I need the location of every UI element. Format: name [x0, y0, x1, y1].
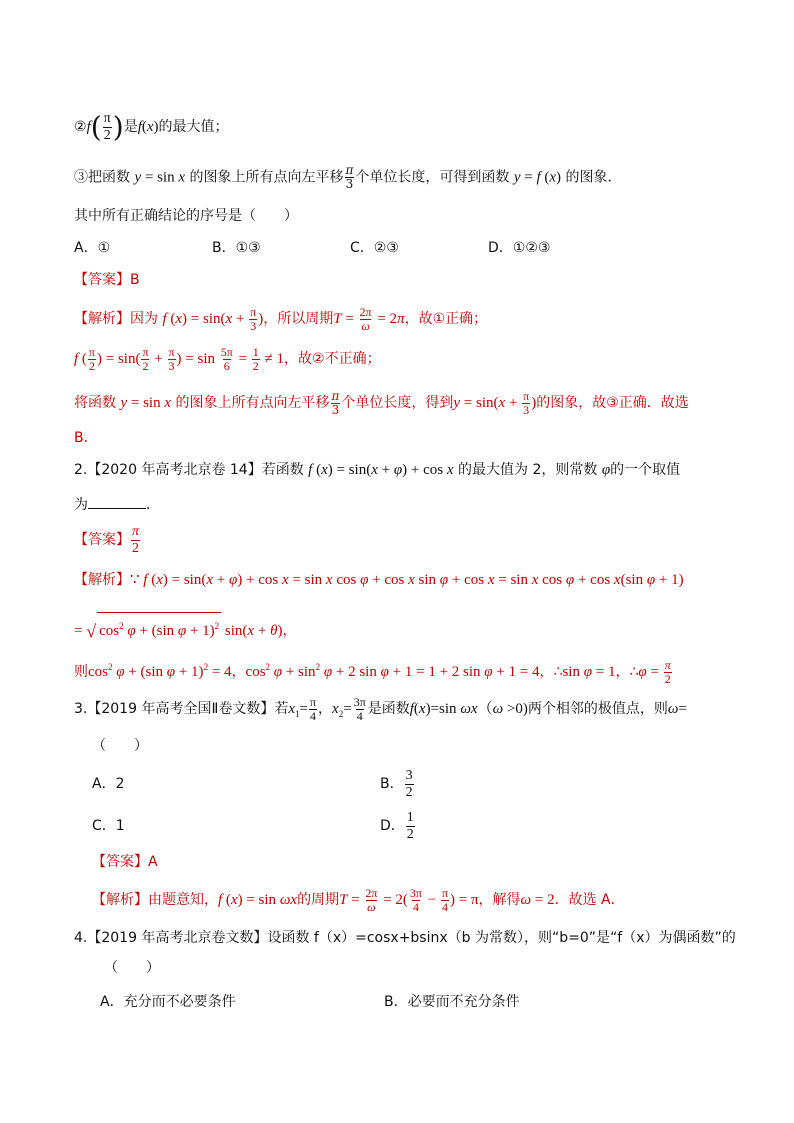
answer-tag: 【答案】 [74, 272, 130, 288]
analysis-text-3c: 个单位长度，得到 [341, 395, 454, 411]
item-2-fx: f(x) [137, 119, 159, 135]
answer-line [74, 270, 140, 290]
q3-an-text-c: ，解得 [478, 892, 521, 908]
q3-option-b-label: B． [380, 776, 404, 792]
item-3-number: ③ [74, 169, 88, 186]
q2-period: ． [146, 497, 160, 513]
q2-an-text-b: ， [231, 664, 246, 680]
q4-line-1 [74, 928, 736, 948]
q2-analysis-formula-1: ∵ f (x) = sin(x + φ) + cos x = sin x cos φ + cos x sin φ + cos x = sin x cos φ + cos x(sin φ + 1) [130, 572, 684, 588]
analysis-text-a: 因为 [130, 311, 158, 327]
analysis-line-4: B． [74, 430, 98, 446]
q2-line-2 [74, 494, 160, 515]
q2-an-formula-b: $\cos^2 \varphi + \sin^2 \varphi + 2$ sin φ + 1 = 1 + 2 sin φ + 1 = 4 [245, 662, 540, 680]
q3-answer-value: A [148, 854, 158, 870]
q3-an-text-d: ．故选 A． [554, 892, 625, 908]
q3-an-formula-c: ω = 2 [520, 892, 555, 908]
analysis-text-3b: 的图象上所有点向左平移 [175, 395, 330, 411]
q2-answer-blank[interactable] [88, 494, 146, 509]
item-2-tail: 的最大值； [158, 119, 229, 135]
option-d: D．①②③ [488, 240, 551, 256]
answer-value: B [130, 272, 140, 288]
analysis-text-c: ，故①正确； [404, 311, 488, 327]
q3-option-a: A．2 [92, 776, 125, 792]
q4-text: 设函数 f（x）=cosx+bsinx（b 为常数），则“b=0”是“f（x）为偶函数”的 [267, 930, 736, 946]
q2-text-b: 的最大值为 2，则常数 [458, 462, 598, 478]
item-2-text: 是 [123, 119, 138, 135]
q3-answer-line [92, 852, 158, 872]
q3-paren: （ ） [92, 738, 148, 754]
q3-option-d-label: D． [380, 818, 405, 834]
q3-option-d [380, 806, 416, 846]
q3-text-a: 若 [274, 701, 289, 717]
q3-an-formula-b: T = $\frac{2\pi}{\omega}$ = 2( $\frac{3\pi}{4}$ − $\frac{\pi}{4}$ ) = π [339, 886, 479, 915]
item-3-fraction: $\frac{\pi}{3}$ [345, 163, 354, 191]
q2-an-formula-d: φ = $\frac{\pi}{2}$ [638, 658, 671, 687]
analysis-formula-shift: y = sin(x + $\frac{\pi}{3}$ ) [453, 389, 537, 418]
q2-answer-line [74, 522, 141, 558]
q4-option-a: A．充分而不必要条件 [100, 994, 236, 1010]
q3-source: 【2019 年高考全国Ⅱ卷文数】 [87, 701, 275, 717]
q2-analysis-line-2: = √ $\cos^2 \varphi + (\sin$ φ + 1)$^2$ sin(x + θ)， [74, 612, 296, 638]
q4-source: 【2019 年高考北京卷文数】 [87, 930, 268, 946]
q2-answer-value: $\frac{\pi}{2}$ [132, 523, 140, 556]
q3-omega: ω= [667, 701, 687, 717]
item-3-text-a: 把函数 [88, 169, 130, 186]
analysis-text-3d: 的图象，故③正确．故选 [536, 395, 689, 411]
item-3-text-c: 个单位长度，可得到函数 [355, 169, 510, 186]
q2-formula: f (x) = sin(x + φ) + cos x [308, 462, 454, 478]
analysis-formula-fx: f (x) = sin(x + $\frac{\pi}{3}$ ) [162, 305, 264, 334]
q3-analysis-tag: 【解析】 [92, 892, 148, 908]
option-b: B．①③ [212, 240, 261, 256]
analysis-line-3 [74, 386, 689, 420]
q2-line-1 [74, 460, 680, 480]
q3-option-c: C．1 [92, 818, 125, 834]
q3-option-d-value: $\frac{1}{2}$ [406, 809, 414, 842]
item-3-text-d: 的图象． [565, 169, 622, 186]
q3-option-b-value: $\frac{3}{2}$ [405, 767, 413, 800]
question-prompt: 其中所有正确结论的序号是（ ） [74, 208, 298, 224]
q2-text-c: 的一个取值 [610, 462, 681, 478]
analysis-formula-period: T = $\frac{2\pi}{\omega}$ = 2π [333, 305, 405, 334]
analysis-fraction: $\frac{\pi}{3}$ [331, 388, 340, 417]
q2-number: 2. [74, 462, 88, 478]
q2-an-formula-a: $\cos^2 \varphi + (\sin$ φ + 1)$^2$ = 4 [88, 662, 232, 680]
item-3-line [74, 164, 622, 191]
q3-x2: $x_2=$ $\frac{3\pi}{4}$ [332, 695, 366, 724]
q2-analysis-line-1 [74, 570, 684, 590]
q3-an-text-a: 由题意知， [148, 892, 218, 908]
q3-number: 3. [74, 701, 88, 717]
q3-x1: $x_1=$ $\frac{\pi}{4}$ [288, 695, 317, 724]
analysis-text-2: ，故②不正确； [284, 351, 381, 367]
q2-an-text-a: 则 [74, 664, 88, 680]
item-2-formula: f( $\frac{\pi}{2}$ ) [86, 110, 124, 144]
analysis-formula-value: f ( $\frac{\pi}{2}$ ) = sin( $\frac{\pi}{2}$ + $\frac{\pi}{3}$ ) = sin $\frac{5\pi}{6}$ = $\frac{1}{2}$ ≠ 1 [74, 345, 285, 374]
q3-answer-tag: 【答案】 [92, 854, 148, 870]
q2-text-d: 为 [74, 497, 88, 513]
q3-text-c: 是函数 [367, 701, 410, 717]
analysis-line-2 [74, 342, 381, 376]
analysis-formula-sinx: y = sin x [120, 395, 172, 411]
option-c: C．②③ [350, 240, 399, 256]
analysis-text-3a: 将函数 [74, 395, 116, 411]
q3-text-d: 两个相邻的极值点，则 [527, 701, 668, 717]
analysis-line-1 [74, 302, 487, 336]
q4-number: 4. [74, 930, 88, 946]
item-3-formula-fx: y = f (x) [513, 169, 562, 186]
q3-line-1 [74, 692, 687, 726]
q4-paren: （ ） [104, 960, 160, 976]
q2-analysis-line-3 [74, 650, 673, 687]
q3-analysis-line [92, 882, 625, 918]
q2-analysis-tag: 【解析】 [74, 572, 130, 588]
q2-text-a: 若函数 [261, 462, 304, 478]
item-3-formula-sinx: y = sin x [134, 169, 186, 186]
q4-option-b: B．必要而不充分条件 [384, 994, 520, 1010]
q2-an-formula-c: sin φ = 1 [562, 664, 616, 680]
item-2-number: ② [74, 119, 87, 135]
q3-an-formula-a: f (x) = sin ωx [218, 892, 298, 908]
q2-answer-tag: 【答案】 [74, 532, 130, 548]
analysis-text-b: ，所以周期 [263, 311, 334, 327]
q2-analysis-formula-2: = √ $\cos^2 \varphi + (\sin$ φ + 1)$^2$ sin(x + θ) [74, 623, 282, 639]
q2-source: 【2020 年高考北京卷 14】 [87, 462, 262, 478]
q3-an-text-b: 的周期 [297, 892, 340, 908]
option-a: A．① [74, 240, 111, 256]
analysis-tag: 【解析】 [74, 311, 130, 327]
q2-an-text-d: ，∴ [615, 664, 639, 680]
q3-func: f(x)=sin ωx（ω >0) [409, 701, 528, 717]
q3-text-b: ， [318, 701, 333, 717]
q2-phi: φ [601, 462, 611, 478]
item-3-text-b: 的图象上所有点向左平移 [189, 169, 344, 186]
item-2-line [74, 110, 229, 144]
q2-an-text-c: ，∴ [539, 664, 563, 680]
q3-option-b [380, 764, 415, 804]
